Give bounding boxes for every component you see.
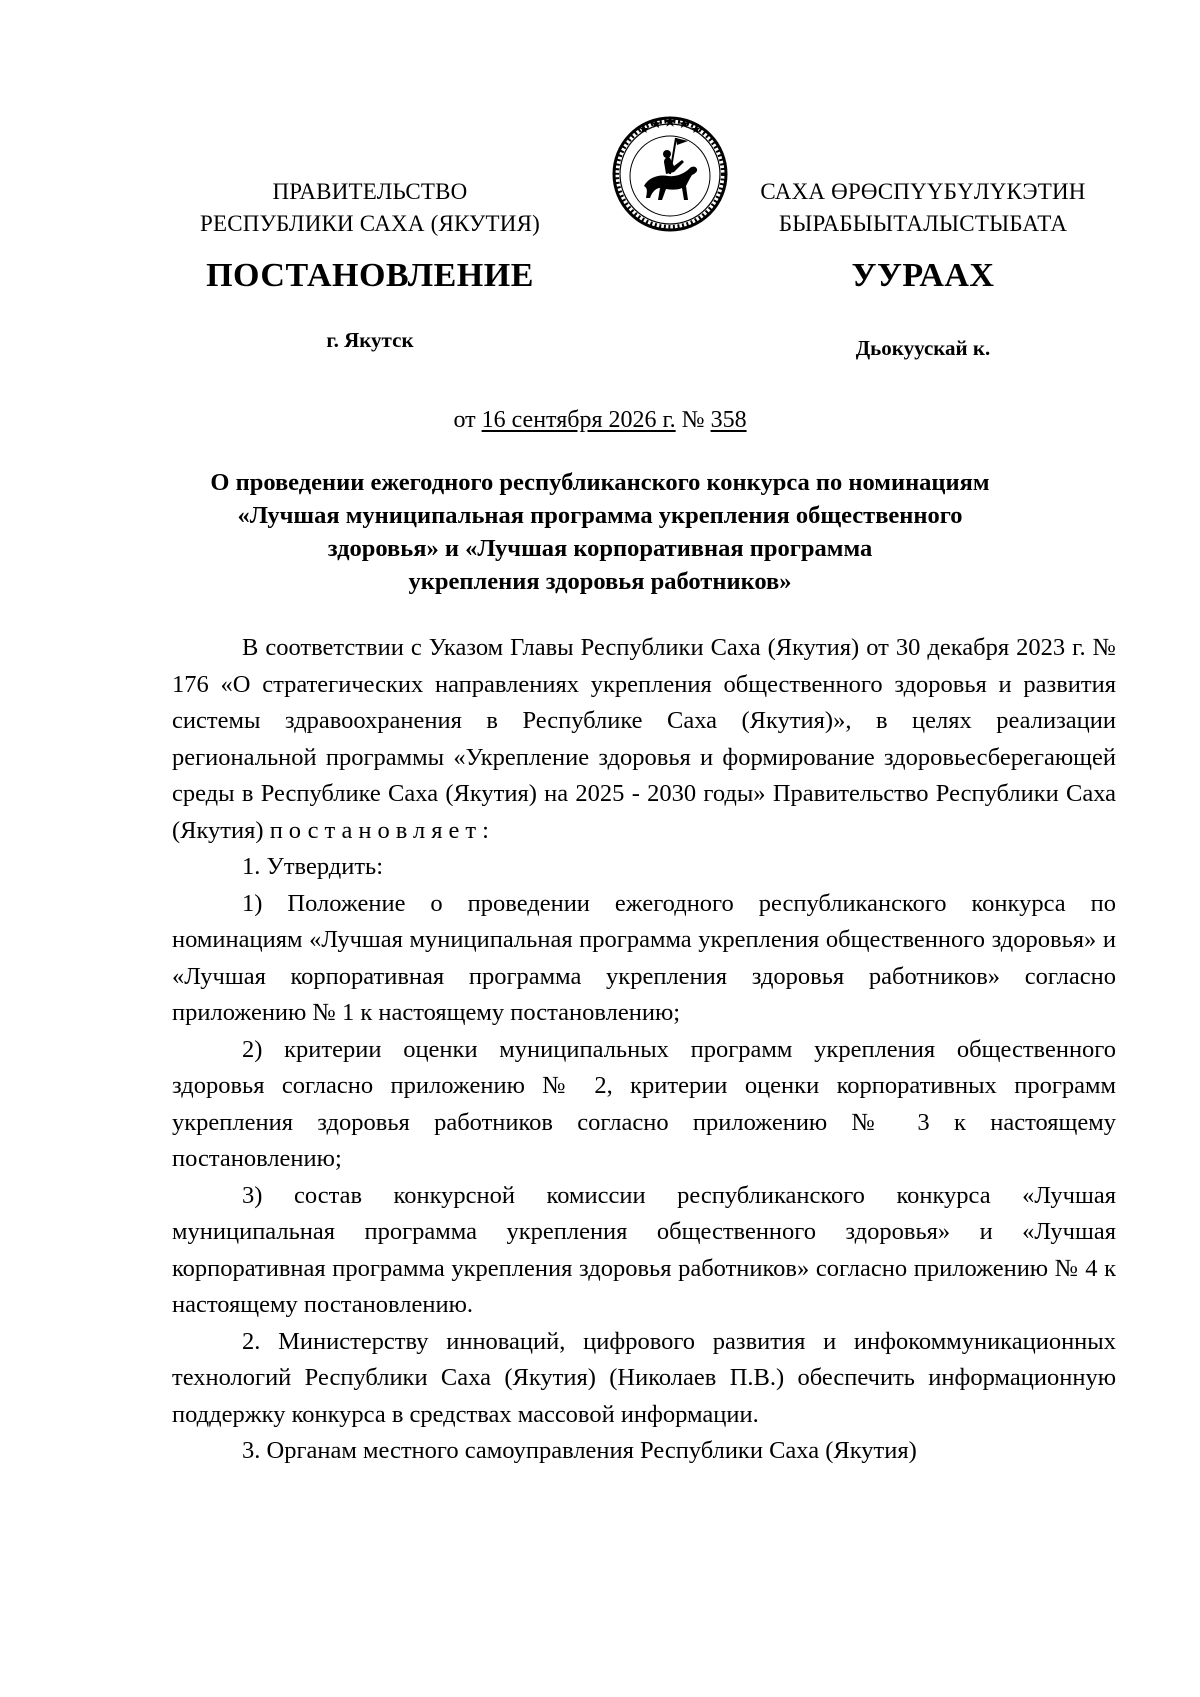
doc-type-ru: ПОСТАНОВЛЕНИЕ xyxy=(206,257,534,294)
number-sign: № xyxy=(675,407,711,433)
issuer-name-ru xyxy=(180,176,560,240)
issuer-sah-line1: САХА ӨРӨСПҮҮБҮЛҮКЭТИН xyxy=(760,179,1086,204)
intro-text: В соответствии с Указом Главы Республики Саха (Якутия) от 30 декабря 2023 г. № 176 «О стратегических направлениях укрепления общественного здоровья и развития системы здравоохранения в Республике Саха (Якутия)», в целях реализации региональной программы «Укрепление здоровья и формирование здоровьесберегающей среды в Республике Саха (Якутия) на 2025 - 2030 годы» Правительство Республики Саха (Якутия) xyxy=(172,634,1116,844)
coat-of-arms-emblem-icon xyxy=(604,108,736,240)
document-title xyxy=(150,466,1050,598)
title-line2: «Лучшая муниципальная программа укрепления общественного xyxy=(237,502,963,529)
decree-word: постановляет: xyxy=(269,816,495,844)
item-2: 2. Министерству инноваций, цифрового развития и инфокоммуникационных технологий Республики Саха (Якутия) (Николаев П.В.) обеспечить информационную поддержку конкурса в средствах массовой информации. xyxy=(172,1327,1116,1428)
issuer-sah-line2: БЫРАБЫЫТАЛЫСТЫБАТА xyxy=(778,211,1068,236)
title-line4: укрепления здоровья работников» xyxy=(408,568,792,595)
document-number: 358 xyxy=(710,407,747,433)
document-date: 16 сентября 2026 г. xyxy=(481,407,676,433)
issuer-name-sah xyxy=(738,176,1108,240)
intro-paragraph xyxy=(172,630,1116,849)
item-1-3: 3) состав конкурсной комиссии республиканского конкурса «Лучшая муниципальная программа укрепления общественного здоровья» и «Лучшая корпоративная программа укрепления здоровья работников» согласно приложению № 4 к настоящему постановлению. xyxy=(172,1181,1116,1318)
date-number-line xyxy=(0,404,1200,436)
city-sah: Дьокуускай к. xyxy=(855,336,991,360)
item-1-2: 2) критерии оценки муниципальных программ укрепления общественного здоровья согласно приложению № 2, критерии оценки корпоративных программ укрепления здоровья работников согласно приложению № 3 к настоящему постановлению; xyxy=(172,1035,1116,1172)
title-line3: здоровья» и «Лучшая корпоративная программа xyxy=(327,535,873,562)
issuer-ru-line2: РЕСПУБЛИКИ САХА (ЯКУТИЯ) xyxy=(199,211,541,236)
item-1: 1. Утвердить: xyxy=(242,853,384,880)
city-ru: г. Якутск xyxy=(326,328,414,352)
title-line1: О проведении ежегодного республиканского конкурса по номинациям xyxy=(210,469,990,496)
doc-type-sah: УУРААХ xyxy=(851,257,995,294)
item-3: 3. Органам местного самоуправления Республики Саха (Якутия) xyxy=(242,1437,917,1464)
issuer-ru-line1: ПРАВИТЕЛЬСТВО xyxy=(272,179,468,204)
item-1-1: 1) Положение о проведении ежегодного республиканского конкурса по номинациям «Лучшая муниципальная программа укрепления общественного здоровья» и «Лучшая корпоративная программа укрепления здоровья работников» согласно приложению № 1 к настоящему постановлению; xyxy=(172,889,1116,1026)
date-prefix: от xyxy=(453,407,482,433)
document-body xyxy=(172,630,1116,1470)
